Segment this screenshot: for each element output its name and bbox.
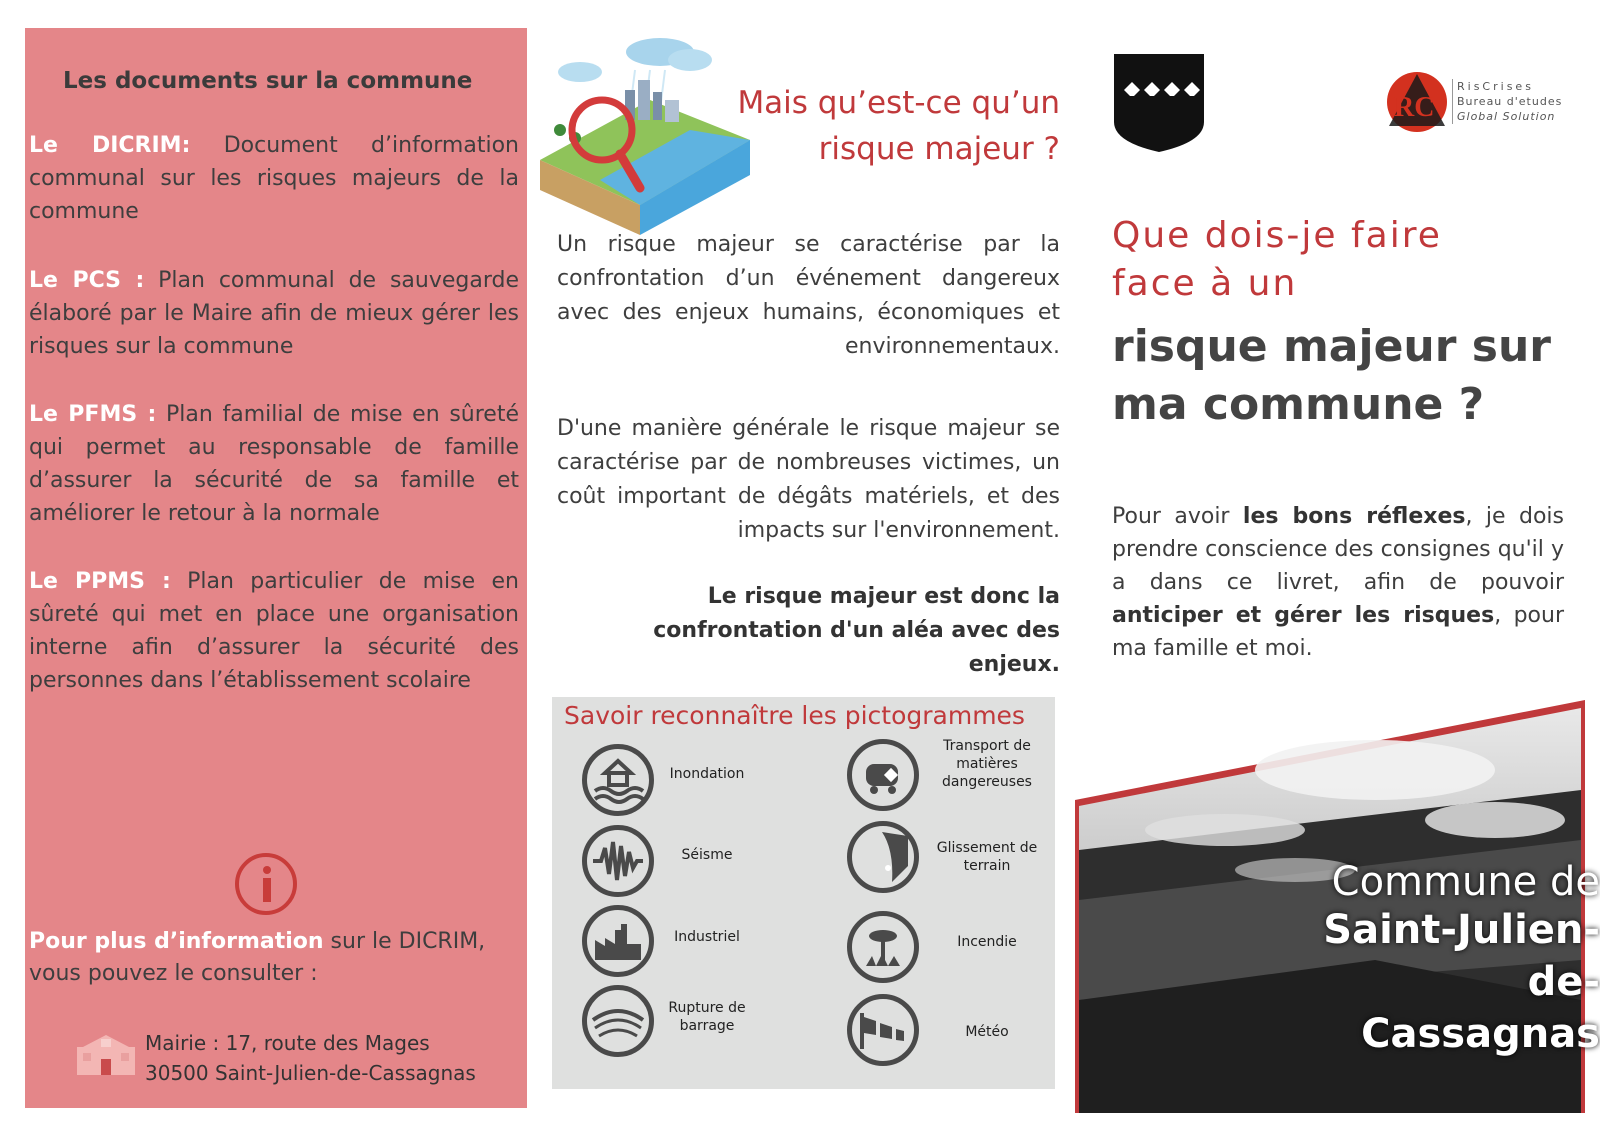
flood-icon	[582, 744, 654, 816]
middle-paragraph-1: Un risque majeur se caractérise par la confrontation d’un événement dangereux avec des enjeux humains, économiques et environnementaux.	[557, 232, 1060, 359]
middle-title-line1: Mais qu’est-ce qu’un	[737, 85, 1060, 121]
doc-text: Plan familial de mise en sûreté qui permet au responsable de famille d’assurer la sécurité de sa famille et améliorer le retour à la normale	[29, 402, 519, 526]
right-question	[1112, 212, 1582, 308]
address-line2: 30500 Saint-Julien-de-Cassagnas	[145, 1061, 476, 1085]
weather-icon	[847, 994, 919, 1066]
hazmat-transport-icon	[847, 739, 919, 811]
pictogram-box	[552, 697, 1055, 1089]
doc-term: Le DICRIM:	[29, 133, 191, 158]
right-main-title: risque majeur sur ma commune ?	[1112, 321, 1551, 430]
middle-paragraph-2: D'une manière générale le risque majeur se caractérise par de nombreuses victimes, un coût important de dégâts matériels, et des impacts sur l'environnement.	[557, 416, 1060, 543]
commune-line3: Cassagnas	[1361, 1011, 1600, 1057]
left-panel	[25, 28, 527, 1108]
more-info-rest: sur le DICRIM, vous pouvez le consulter :	[29, 929, 486, 986]
riscrises-text	[1452, 79, 1562, 124]
picto-label-weather: Météo	[965, 1024, 1009, 1040]
picto-label-fire: Incendie	[957, 934, 1017, 950]
doc-dicrim	[29, 129, 519, 228]
right-text-c: , je dois prendre conscience des consignes qu'il y a dans ce livret, afin de pouvoir	[1112, 504, 1564, 595]
dam-break-icon	[582, 985, 654, 1057]
doc-term: Le PCS :	[29, 268, 145, 293]
doc-text: Plan particulier de mise en sûreté qui met en place une organisation interne afin d’assurer la sécurité des personnes dans l’établissement scolaire	[29, 569, 519, 693]
townhall-icon	[75, 1033, 137, 1077]
industrial-icon	[582, 905, 654, 977]
picto-label-flood: Inondation	[669, 766, 745, 782]
right-paragraph	[1112, 500, 1564, 665]
middle-title-line2: risque majeur ?	[818, 131, 1060, 167]
landslide-icon	[847, 821, 919, 893]
right-question-line1: Que dois-je faire	[1112, 215, 1442, 256]
riscrises-subtitle: Bureau d'etudes	[1457, 95, 1563, 108]
commune-crest-logo	[1112, 52, 1206, 154]
more-info-text	[29, 926, 509, 990]
doc-term: Le PFMS :	[29, 402, 157, 427]
picto-label-industrial: Industriel	[674, 929, 740, 945]
commune-line1: Commune de	[1331, 859, 1600, 905]
picto-label-hazmat: Transport de matières dangereuses	[942, 738, 1032, 790]
riscrises-tagline: Global Solution	[1457, 110, 1556, 123]
middle-title	[700, 80, 1060, 172]
doc-ppms	[29, 565, 519, 697]
doc-term: Le PPMS :	[29, 569, 171, 594]
picto-label-dam-break: Rupture de barrage	[668, 1000, 746, 1034]
picto-label-earthquake: Séisme	[681, 847, 733, 863]
doc-text: Plan communal de sauvegarde élaboré par le Maire afin de mieux gérer les risques sur la commune	[29, 268, 519, 359]
right-text-a: Pour avoir	[1112, 504, 1243, 529]
right-text-e: , pour ma famille et moi.	[1112, 603, 1565, 661]
address-line1: Mairie : 17, route des Mages	[145, 1031, 430, 1055]
fire-icon	[847, 911, 919, 983]
commune-line2: Saint-Julien-de-	[1323, 907, 1600, 1005]
pictogram-title: Savoir reconnaître les pictogrammes	[564, 701, 1025, 730]
doc-text: Document d’information communal sur les risques majeurs de la commune	[29, 133, 519, 224]
address	[145, 1028, 505, 1088]
svg-text:RC: RC	[1394, 92, 1435, 123]
doc-pfms	[29, 398, 519, 530]
picto-label-landslide: Glissement de terrain	[936, 840, 1038, 874]
riscrises-name: RisCrises	[1457, 80, 1534, 93]
right-question-line2: face à un	[1112, 263, 1298, 304]
right-text-b: les bons réflexes	[1242, 504, 1466, 529]
more-info-lead: Pour plus d’information	[29, 929, 324, 954]
info-icon	[235, 853, 297, 915]
riscrises-logo	[1385, 70, 1449, 134]
earthquake-icon	[582, 825, 654, 897]
doc-pcs	[29, 264, 519, 363]
left-title: Les documents sur la commune	[63, 68, 473, 94]
commune-name	[1255, 860, 1600, 1060]
right-text-d: anticiper et gérer les risques	[1112, 603, 1495, 628]
middle-paragraph-3: Le risque majeur est donc la confrontation d'un aléa avec des enjeux.	[653, 584, 1060, 677]
